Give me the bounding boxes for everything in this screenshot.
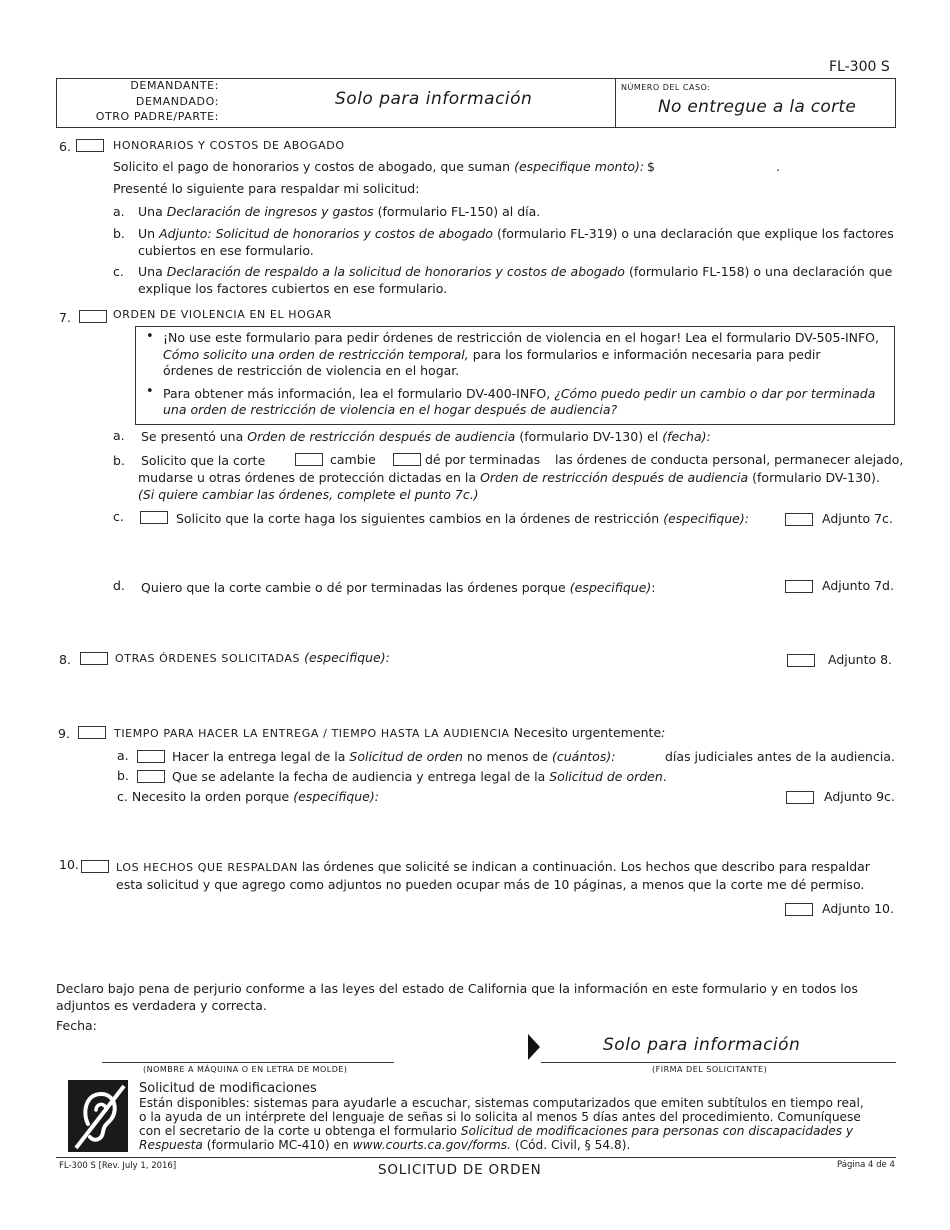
signature-arrow-icon [527,1033,541,1061]
item9-c-attach-checkbox[interactable] [786,791,814,804]
accommodations-l2: o la ayuda de un intérprete del lenguaje de señas si lo solicita al menos 5 días antes del procedimiento. Comuníquese [139,1110,861,1124]
item7-b-line2-em: Orden de restricción después de audiencia [480,470,749,485]
accommodations-l3-em: Solicitud de modificaciones para personas con discapacidades y [460,1124,854,1138]
item6-checkbox[interactable] [76,139,104,152]
item9-c-attach: Adjunto 9c. [824,789,895,804]
accommodations-title: Solicitud de modificaciones [139,1081,317,1096]
item7-checkbox[interactable] [79,310,107,323]
item7-bullet2-l2: una orden de restricción de violencia en el hogar después de audiencia? [163,402,618,417]
declaration-line2: adjuntos es verdadera y correcta. [56,998,267,1013]
item6-period: . [776,159,780,174]
label-otro-padre: OTRO PADRE/PARTE: [95,110,219,123]
item7-b-line3: (Si quiere cambiar las órdenes, complete el punto 7c.) [138,487,479,502]
signature-line[interactable] [541,1062,896,1063]
name-line[interactable] [102,1062,394,1063]
item6-c-text [138,264,892,279]
footer-title: SOLICITUD DE ORDEN [378,1162,542,1178]
item7-c-attach-checkbox[interactable] [785,513,813,526]
case-number-label: NÚMERO DEL CASO: [621,83,711,92]
item6-a-letter: a. [113,204,125,219]
item9-colon: : [661,725,666,740]
item6-line1-text: Solicito el pago de honorarios y costos de abogado, que suman [113,159,511,174]
item9-number: 9. [58,726,70,741]
item7-a-pre: Se presentó una [141,429,244,444]
form-number: FL-300 S [829,59,890,75]
item8-checkbox[interactable] [80,652,108,665]
item8-attach: Adjunto 8. [828,652,893,667]
item7-bullet1-l1: ¡No use este formulario para pedir órdenes de restricción de violencia en el hogar! Lea el formulario DV-505-INFO, [163,330,879,345]
accommodations-l4 [139,1138,630,1153]
item6-b-line2: cubiertos en ese formulario. [138,243,314,258]
label-demandante: DEMANDANTE: [130,79,219,92]
item8-em: (especifique): [304,650,390,665]
item7-b-terminate-checkbox[interactable] [393,453,421,466]
item9-a-text [172,749,615,764]
item6-c-em: Declaración de respaldo a la solicitud de honorarios y costos de abogado [166,264,625,279]
item7-d-em: (especifique) [569,580,652,595]
footer-revision: FL-300 S [Rev. July 1, 2016] [59,1161,177,1171]
item10-line1 [116,859,870,874]
item6-a-post: (formulario FL-150) al día. [377,204,541,219]
item7-c-letter: c. [113,509,124,524]
item8-title-row [115,650,390,665]
item7-b-post: las órdenes de conducta personal, permanecer alejado, [555,452,904,467]
item9-b-letter: b. [117,768,129,783]
item6-b-text [138,226,894,241]
item9-b-post: . [662,769,667,784]
item7-d-main: Quiero que la corte cambie o dé por terminadas las órdenes porque [141,580,566,595]
item9-b-checkbox[interactable] [137,770,165,783]
accommodations-l4-post: (Cód. Civil, § 54.8). [514,1138,631,1152]
item7-b-pre: Solicito que la corte [141,453,266,468]
item9-title-row [114,725,665,740]
item7-b-opt1: cambie [330,452,376,467]
item7-number: 7. [59,310,71,325]
item6-b-pre: Un [138,226,156,241]
item10-title: LOS HECHOS QUE RESPALDAN [116,861,298,874]
case-number-value: No entregue a la corte [658,97,857,117]
item6-line1-em: (especifique monto): [514,159,645,174]
item7-a-em2: (fecha): [662,429,711,444]
item7-b-change-checkbox[interactable] [295,453,323,466]
item10-attach-checkbox[interactable] [785,903,813,916]
item10-text1: las órdenes que solicité se indican a continuación. Los hechos que describo para respaldar [301,859,870,874]
item6-b-post: (formulario FL-319) o una declaración que explique los factores [496,226,894,241]
item7-b-line2-pre: mudarse u otras órdenes de protección dictadas en la [138,470,477,485]
footer-rule [56,1157,896,1158]
item6-a-text [138,204,540,219]
header-info-only: Solo para información [335,89,533,109]
item9-a-post: días judiciales antes de la audiencia. [665,749,895,764]
item9-a-mid: no menos de [466,749,549,764]
bullet-icon: • [146,329,154,344]
item7-b-opt2: dé por terminadas [425,452,541,467]
date-label: Fecha: [56,1018,97,1033]
item7-d-text [141,580,656,595]
item7-a-letter: a. [113,428,125,443]
accommodations-l3 [139,1124,853,1139]
item6-line2: Presenté lo siguiente para respaldar mi solicitud: [113,181,420,196]
item6-amount-field[interactable] [660,159,775,175]
item9-checkbox[interactable] [78,726,106,739]
item7-b-line2-post: (formulario DV-130). [752,470,880,485]
item6-c-line2: explique los factores cubiertos en ese formulario. [138,281,448,296]
item7-d-attach: Adjunto 7d. [822,578,894,593]
item8-number: 8. [59,652,71,667]
item9-c-pre: Necesito la orden porque [131,789,290,804]
item7-bullet2-em1: ¿Cómo puedo pedir un cambio o dar por terminada [554,386,876,401]
item10-number: 10. [59,857,79,872]
item9-a-letter: a. [117,748,129,763]
item9-b-pre: Que se adelante la fecha de audiencia y entrega legal de la [172,769,546,784]
forms-link[interactable]: www.courts.ca.gov/forms. [352,1138,511,1152]
item6-b-em: Adjunto: Solicitud de honorarios y costos de abogado [159,226,493,241]
item7-bullet1-em: Cómo solicito una orden de restricción temporal, [163,347,469,362]
item7-d-letter: d. [113,578,125,593]
item7-b-letter: b. [113,453,125,468]
name-caption: (NOMBRE A MÁQUINA O EN LETRA DE MOLDE) [143,1065,348,1074]
item7-a-mid: (formulario DV-130) el [519,429,659,444]
item6-c-pre: Una [138,264,163,279]
signature-info-only: Solo para información [603,1035,801,1055]
item9-a-pre: Hacer la entrega legal de la [172,749,346,764]
item7-a-text [141,429,711,444]
item7-bullet2-pre: Para obtener más información, lea el formulario DV-400-INFO, [163,386,551,401]
item7-c-checkbox[interactable] [140,511,168,524]
item7-d-colon: : [651,580,656,595]
declaration-line1: Declaro bajo pena de perjurio conforme a las leyes del estado de California que la información en este formulario y en todos los [56,981,858,996]
accommodations-l1: Están disponibles: sistemas para ayudarle a escuchar, sistemas computarizados que emiten subtítulos en tiempo real, [139,1096,864,1110]
item7-bullet1-post: para los formularios e información necesaria para pedir [472,347,821,362]
item9-c-row [117,789,379,804]
item6-c-post: (formulario FL-158) o una declaración que [628,264,893,279]
item10-line2: esta solicitud y que agrego como adjuntos no pueden ocupar más de 10 páginas, a menos que la corte me dé permiso. [116,877,865,892]
item9-a-em: Solicitud de orden [349,749,463,764]
item7-bullet1-l3: órdenes de restricción de violencia en el hogar. [163,363,460,378]
item6-a-pre: Una [138,204,163,219]
item7-c-main: Solicito que la corte haga los siguientes cambios en la órdenes de restricción [176,511,660,526]
item9-b-em: Solicitud de orden [549,769,663,784]
bullet-icon: • [146,384,154,399]
item6-number: 6. [59,139,71,154]
item9-title: TIEMPO PARA HACER LA ENTREGA / TIEMPO HASTA LA AUDIENCIA [114,727,510,740]
accommodations-l4-em: Respuesta [139,1138,203,1152]
label-demandado: DEMANDADO: [135,95,219,108]
item6-title: HONORARIOS Y COSTOS DE ABOGADO [113,139,345,152]
accommodations-l4-mid: (formulario MC-410) en [206,1138,349,1152]
item6-line1 [113,159,644,174]
signature-caption: (FIRMA DEL SOLICITANTE) [652,1065,768,1074]
item7-b-line2 [138,470,880,485]
accommodations-l3-pre: con el secretario de la corte u obtenga el formulario [139,1124,457,1138]
item7-c-em: (especifique): [663,511,749,526]
item7-bullet2-l1 [163,386,875,401]
item7-bullet1-l2 [163,347,821,362]
footer-page: Página 4 de 4 [837,1160,895,1170]
item6-b-letter: b. [113,226,125,241]
item9-a-checkbox[interactable] [137,750,165,763]
hearing-assistance-icon [68,1080,128,1152]
item9-b-text [172,769,667,784]
item8-title: OTRAS ÓRDENES SOLICITADAS [115,652,301,665]
date-field[interactable] [102,1018,302,1034]
item7-a-em: Orden de restricción después de audiencia [247,429,516,444]
item7-c-text [176,511,749,526]
item10-attach: Adjunto 10. [822,901,894,916]
item6-dollar: $ [647,159,655,174]
item6-c-letter: c. [113,264,124,279]
item9-c-letter: c. [117,789,128,804]
item10-checkbox[interactable] [81,860,109,873]
item9-title-post: Necesito urgentemente [513,725,662,740]
item7-d-attach-checkbox[interactable] [785,580,813,593]
item7-c-attach: Adjunto 7c. [822,511,893,526]
item9-c-em: (especifique): [293,789,379,804]
item8-attach-checkbox[interactable] [787,654,815,667]
item7-title: ORDEN DE VIOLENCIA EN EL HOGAR [113,308,332,321]
item9-a-em2: (cuántos): [552,749,616,764]
item6-a-em: Declaración de ingresos y gastos [166,204,374,219]
